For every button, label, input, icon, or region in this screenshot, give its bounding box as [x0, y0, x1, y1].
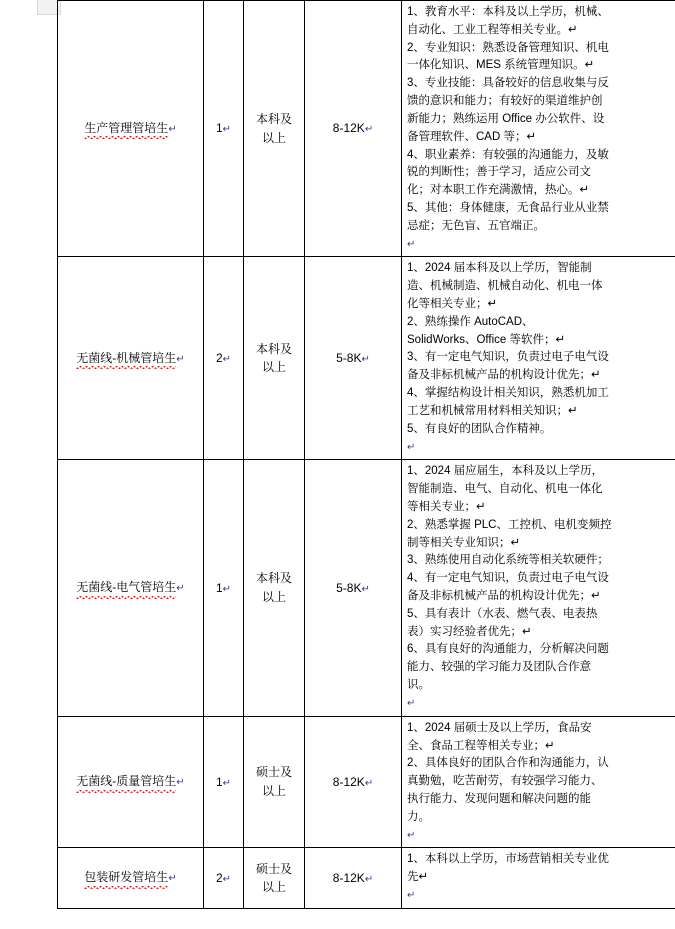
salary-value: 5-8K: [336, 580, 362, 595]
headcount-value: 1: [215, 121, 223, 136]
table-row: [58, 1, 675, 257]
headcount-value: 1: [215, 774, 223, 789]
position-label: 无菌线-质量管培生: [76, 772, 176, 792]
salary-cell: [305, 716, 402, 848]
salary-cell: [305, 1, 402, 257]
requirement-line: 一体化知识、MES 系统管理知识。↵: [407, 59, 595, 72]
headcount-cell: [204, 460, 244, 716]
requirement-line: 1、2024 届本科及以上学历，智能制: [407, 262, 592, 275]
headcount-cell: [204, 1, 244, 257]
paragraph-mark: ↵: [407, 238, 416, 250]
position-label: 无菌线-电气管培生: [76, 578, 176, 598]
position-label: 包装研发管培生: [84, 868, 168, 888]
requirement-line: 3、专业技能：具备较好的信息收集与反: [407, 77, 609, 90]
education-cell: [244, 460, 305, 716]
paragraph-mark: ↵: [407, 829, 416, 841]
paragraph-mark: ↵: [168, 123, 177, 135]
table-row: [58, 848, 675, 908]
headcount-cell: [204, 716, 244, 848]
paragraph-mark: ↵: [361, 354, 370, 366]
paragraph-mark: ↵: [407, 890, 416, 901]
paragraph-mark: ↵: [222, 354, 232, 366]
education-line-1: 本科及: [255, 341, 292, 356]
paragraph-mark: ↵: [364, 777, 374, 789]
requirement-line: 备及非标机械产品的机构设计优先；↵: [407, 369, 601, 382]
position-label: 无菌线-机械管培生: [76, 349, 176, 369]
education-line-2: 以上: [261, 130, 286, 145]
position-label: 生产管理管培生: [84, 119, 168, 139]
paragraph-mark: ↵: [222, 124, 232, 136]
table-row: [58, 716, 675, 848]
position-cell: [58, 848, 204, 908]
paragraph-mark: ↵: [407, 697, 416, 709]
requirement-line: 5、具有表计（水表、燃气表、电表热: [407, 607, 598, 620]
requirement-line: SolidWorks、Office 等软件；↵: [407, 333, 566, 346]
requirement-line: 2、专业知识：熟悉设备管理知识、机电: [407, 41, 609, 54]
requirement-line: 4、职业素养：有较强的沟通能力，及敏: [407, 148, 609, 161]
requirement-line: 等相关专业；↵: [407, 500, 486, 513]
requirement-line: 1、2024 届硕士及以上学历，食品安: [407, 721, 592, 734]
education-cell: [244, 716, 305, 848]
requirement-line: 馈的意识和能力；有较好的渠道维护创: [407, 95, 603, 108]
paragraph-mark: ↵: [222, 583, 232, 595]
requirement-line: 备管理软件、CAD 等；↵: [407, 130, 537, 143]
requirement-line: 先↵: [407, 871, 429, 884]
requirement-line: 能力、较强的学习能力及团队合作意: [407, 661, 591, 674]
paragraph-mark: ↵: [176, 777, 185, 789]
requirements-cell: [402, 848, 675, 908]
requirement-line: 6、具有良好的沟通能力，分析解决问题: [407, 643, 609, 656]
requirement-line: 5、其他：身体健康，无食品行业从业禁: [407, 201, 609, 214]
education-cell: [244, 257, 305, 460]
paragraph-mark: ↵: [407, 441, 416, 453]
requirement-line: 真勤勉，吃苦耐劳，有较强学习能力、: [407, 775, 603, 788]
requirement-line: 5、有良好的团队合作精神。: [407, 422, 552, 435]
education-cell: [244, 1, 305, 257]
paragraph-mark: ↵: [364, 873, 374, 885]
paragraph-mark: ↵: [222, 777, 232, 789]
requirement-line: 化等相关专业；↵: [407, 298, 498, 310]
education-line-2: 以上: [261, 360, 286, 375]
paragraph-mark: ↵: [168, 873, 177, 885]
requirement-line: 4、有一定电气知识，负责过电子电气设: [407, 572, 609, 585]
headcount-value: 2: [215, 351, 223, 366]
requirements-cell: [402, 716, 675, 848]
paragraph-mark: ↵: [176, 583, 185, 595]
requirement-line: 自动化、工业工程等相关专业。↵: [407, 23, 578, 36]
position-cell: [58, 460, 204, 716]
education-line-1: 本科及: [255, 571, 292, 586]
requirement-line: 造、机械制造、机械自动化、机电一体: [407, 280, 603, 293]
salary-cell: [305, 257, 402, 460]
education-line-2: 以上: [261, 880, 286, 895]
education-line-2: 以上: [261, 590, 286, 604]
requirement-line: 识。: [407, 679, 430, 692]
education-line-2: 以上: [261, 784, 286, 799]
position-cell: [58, 1, 204, 257]
requirement-line: 1、2024 届应届生，本科及以上学历，: [407, 465, 604, 478]
requirement-line: 2、熟悉掌握 PLC、工控机、电机变频控: [407, 518, 612, 531]
requirement-line: 锐的判断性；善于学习，适应公司文: [407, 166, 591, 179]
requirement-line: 表）实习经验者优先；↵: [407, 625, 532, 638]
salary-cell: [305, 460, 402, 716]
requirement-line: 3、有一定电气知识，负责过电子电气设: [407, 351, 609, 364]
salary-value: 8-12K: [332, 870, 365, 885]
requirement-line: 工艺和机械常用材料相关知识；↵: [407, 404, 578, 417]
recruitment-table: [57, 0, 675, 909]
position-cell: [58, 257, 204, 460]
education-line-1: 硕士及: [255, 765, 292, 780]
paragraph-mark: ↵: [361, 583, 370, 595]
paragraph-mark: ↵: [222, 873, 232, 885]
headcount-cell: [204, 848, 244, 908]
requirements-cell: [402, 257, 675, 460]
education-line-1: 硕士及: [255, 861, 292, 876]
requirement-line: 2、具体良好的团队合作和沟通能力，认: [407, 757, 609, 770]
requirement-line: 执行能力、发现问题和解决问题的能: [407, 792, 591, 805]
requirement-line: 3、熟练使用自动化系统等相关软硬件；: [407, 554, 609, 567]
table-row: [58, 257, 675, 460]
requirements-cell: [402, 460, 675, 716]
salary-value: 8-12K: [332, 774, 365, 789]
paragraph-mark: ↵: [176, 353, 185, 365]
headcount-cell: [204, 257, 244, 460]
headcount-value: 1: [215, 580, 223, 595]
requirement-line: 1、教育水平：本科及以上学历，机械、: [407, 6, 609, 18]
requirement-line: 化；对本职工作充满激情，热心。↵: [407, 184, 590, 197]
requirement-line: 新能力；熟练运用 Office 办公软件、设: [407, 112, 605, 125]
headcount-value: 2: [215, 870, 223, 885]
salary-value: 8-12K: [332, 121, 365, 136]
table-row: [58, 460, 675, 716]
requirement-line: 2、熟练操作 AutoCAD、: [407, 315, 534, 328]
requirement-line: 智能制造、电气、自动化、机电一体化: [407, 483, 603, 496]
education-line-1: 本科及: [255, 112, 292, 127]
requirement-line: 4、掌握结构设计相关知识，熟悉机加工: [407, 387, 609, 400]
requirement-line: 1、本科以上学历，市场营销相关专业优: [407, 853, 609, 866]
requirement-line: 制等相关专业知识；↵: [407, 536, 521, 549]
requirement-line: 忌症；无色盲、五官端正。: [407, 219, 545, 232]
requirements-cell: [402, 1, 675, 257]
position-cell: [58, 716, 204, 848]
paragraph-mark: ↵: [364, 124, 374, 136]
requirement-line: 力。: [407, 810, 430, 823]
salary-value: 5-8K: [336, 351, 362, 366]
education-cell: [244, 848, 305, 908]
requirement-line: 备及非标机械产品的机构设计优先；↵: [407, 590, 601, 602]
requirement-line: 全、食品工程等相关专业；↵: [407, 739, 555, 752]
salary-cell: [305, 848, 402, 908]
